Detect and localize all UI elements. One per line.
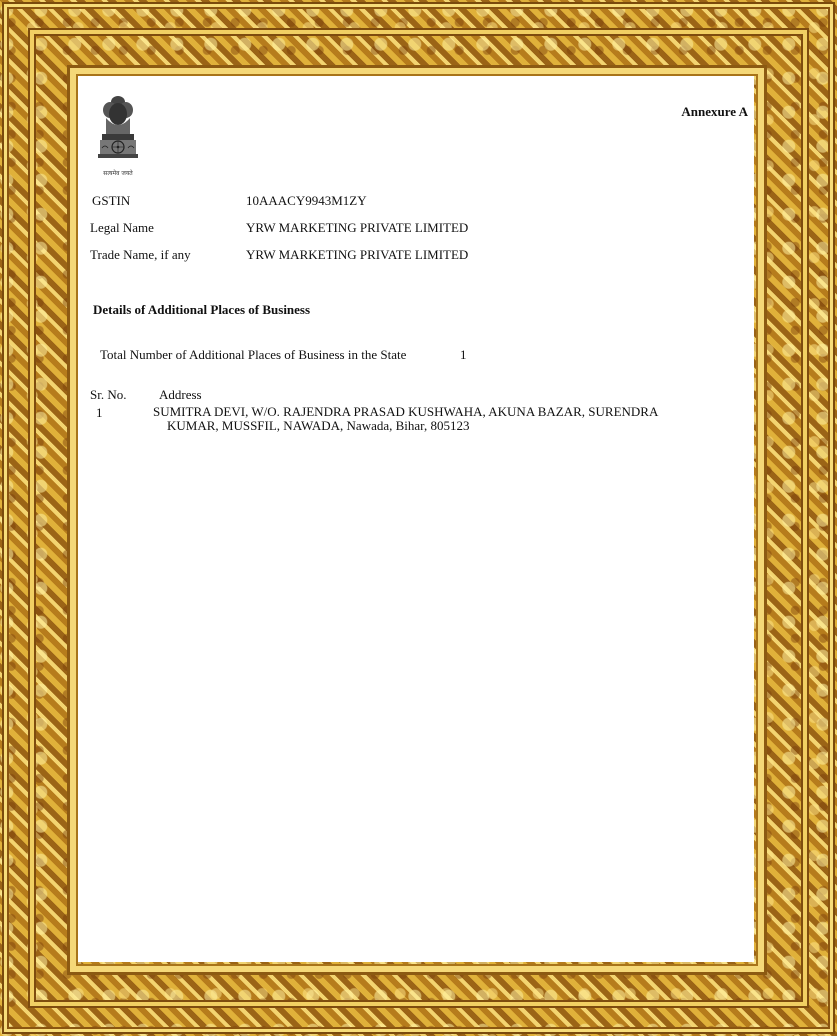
column-header-address: Address bbox=[159, 387, 202, 402]
trade-name-value: YRW MARKETING PRIVATE LIMITED bbox=[246, 247, 469, 262]
gstin-value: 10AAACY9943M1ZY bbox=[246, 193, 367, 208]
total-places-value: 1 bbox=[460, 347, 467, 362]
section-title: Details of Additional Places of Business bbox=[93, 302, 311, 317]
certificate-page bbox=[78, 76, 754, 962]
emblem-motto: सत्यमेव जयते bbox=[103, 170, 133, 177]
column-header-sr-no: Sr. No. bbox=[90, 387, 127, 402]
legal-name-label: Legal Name bbox=[90, 220, 154, 235]
table-row-sr-no: 1 bbox=[96, 405, 103, 420]
table-row-address bbox=[153, 405, 713, 433]
legal-name-value: YRW MARKETING PRIVATE LIMITED bbox=[246, 220, 469, 235]
trade-name-label: Trade Name, if any bbox=[90, 247, 191, 262]
total-places-label: Total Number of Additional Places of Business in the State bbox=[100, 347, 407, 362]
gstin-label: GSTIN bbox=[92, 193, 131, 208]
address-line-2: KUMAR, MUSSFIL, NAWADA, Nawada, Bihar, 805123 bbox=[167, 418, 470, 433]
state-emblem-icon bbox=[96, 92, 140, 178]
address-line-1: SUMITRA DEVI, W/O. RAJENDRA PRASAD KUSHWAHA, AKUNA BAZAR, SURENDRA bbox=[153, 404, 659, 419]
annexure-label: Annexure A bbox=[681, 104, 748, 119]
